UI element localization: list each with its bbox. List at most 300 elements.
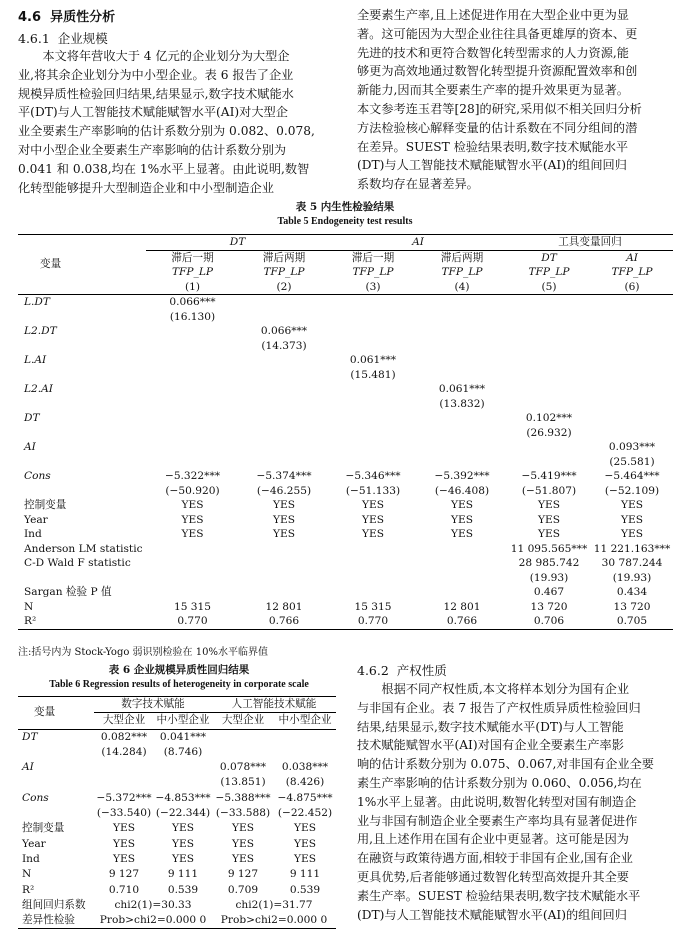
table5-tstat <box>417 426 507 441</box>
table5-cell: YES <box>362 528 384 540</box>
table5-row-label: 控制变量 <box>24 499 67 511</box>
table5-cell: YES <box>362 513 384 526</box>
table6-cell: Prob>chi2=0.000 0 <box>99 914 207 927</box>
table5-colnum: (5) <box>541 280 557 293</box>
table6-n-row <box>18 867 336 882</box>
text-line: 根据不同产权性质,本文将样本划分为国有企业 <box>381 682 630 696</box>
table5-subheader: 滞后两期 <box>262 251 306 264</box>
text-line: (DT)与人工智能技术赋能赋智水平(AI)的组间回归 <box>357 907 627 922</box>
table5-subheader: 滞后一期 <box>351 251 395 264</box>
table5-colnum: (3) <box>365 280 381 293</box>
table5-cell: YES <box>451 513 473 526</box>
table5-tstat: (−46.408) <box>434 484 490 497</box>
table5-cell: 0.093*** <box>608 441 656 453</box>
table5-empty <box>18 339 146 354</box>
table5-empty <box>146 542 239 557</box>
text-line: 方法检验核心解释变量的估计系数在不同分组间的潜 <box>357 120 638 135</box>
table6-control-row <box>18 852 336 867</box>
table5-empty <box>18 455 146 470</box>
table5-cell: YES <box>538 499 560 511</box>
table6-cell: 9 127 <box>108 868 140 881</box>
table6-row-label: N <box>22 868 32 881</box>
table5-row-tstat <box>18 484 673 499</box>
table5-tstat <box>146 397 239 412</box>
table5-cell <box>146 411 239 426</box>
table5-tstat <box>591 426 673 441</box>
text-line: 本文参考连玉君等[28]的研究,采用似不相关回归分析 <box>357 101 642 116</box>
table5-depvar: TFP_LP <box>441 266 483 278</box>
table5-subheader: 滞后两期 <box>440 251 484 264</box>
table5-empty <box>417 556 507 571</box>
table6-tstat <box>154 775 212 790</box>
text-line: 全要素生产率,且上述促进作用在大型企业中更为显 <box>357 8 629 22</box>
text-line: 业,将其余企业划分为中小型企业。表 6 报告了企业 <box>18 67 294 82</box>
table5-control-row <box>18 498 673 513</box>
table5-cell: 0.434 <box>616 586 648 598</box>
table6-cell: −4.853*** <box>155 791 211 804</box>
table5-cell: YES <box>181 513 204 526</box>
text-line: 本文将年营收大于 4 亿元的企业划分为大型企 <box>42 49 290 63</box>
table5-cell: 12 801 <box>265 600 303 613</box>
text-line: 1%水平上显著。由此说明,数智化转型对国有制造企 <box>357 794 637 809</box>
table5-n-row <box>18 600 673 615</box>
text-line: (DT)与人工智能技术赋能赋智水平(AI)的组间回归 <box>357 158 627 173</box>
table5-empty <box>146 585 239 600</box>
table5-row-tstat <box>18 397 673 412</box>
table5-tstat <box>591 397 673 412</box>
text-line: 先进的技术和更符合数智化转型需求的人力资源,能 <box>357 45 629 60</box>
table5-anderson-row <box>18 542 673 557</box>
table5-tstat <box>591 339 673 354</box>
table5-row <box>18 295 673 310</box>
table5-row-tstat <box>18 310 673 325</box>
table6-cell: YES <box>232 822 254 835</box>
table6-cell: 9 111 <box>289 868 321 881</box>
table6-tstat: (8.426) <box>285 776 325 789</box>
table5-cell: −5.374*** <box>256 470 312 482</box>
table5-cell <box>146 440 239 455</box>
table5-cell: YES <box>451 499 473 511</box>
table5-empty <box>18 426 146 441</box>
table6-subheader: 中小型企业 <box>278 714 332 727</box>
table5-cell: 0.770 <box>177 615 208 627</box>
table5-tstat: (−46.255) <box>256 484 312 497</box>
table5-subheader: 滞后一期 <box>171 251 214 264</box>
table6-cell: −5.372*** <box>96 791 152 804</box>
table5-cell <box>417 295 507 310</box>
table5-tstat: (16.130) <box>169 310 216 323</box>
table5-cdwald-critical-row <box>18 571 673 586</box>
table5-cell: YES <box>273 499 295 511</box>
table6-empty <box>18 745 94 760</box>
table5-cell <box>239 411 329 426</box>
table5-row-tstat <box>18 426 673 441</box>
table5-row-label: N <box>24 600 34 613</box>
subsection-heading-4-6-1 <box>18 29 108 47</box>
table5-tstat <box>146 368 239 383</box>
table5-tstat <box>239 368 329 383</box>
text-line: 业全要素生产率影响的估计系数分别为 0.082、0.078, <box>18 124 315 139</box>
table6-row-label: Ind <box>22 852 40 865</box>
table6-cell: 0.539 <box>167 883 199 896</box>
table6-tstat: (−33.540) <box>96 807 152 820</box>
text-line: 著。这可能因为大型企业往往具备更雄厚的资本、更 <box>357 26 638 41</box>
table6-cell: YES <box>294 837 316 850</box>
table5-cell: YES <box>362 499 384 511</box>
table5-cell: 0.705 <box>616 615 648 627</box>
table6-row-label: 差异性检验 <box>22 914 75 927</box>
table5-row-label: L2.DT <box>24 325 57 337</box>
table5-cell <box>329 440 417 455</box>
table5-control-row <box>18 527 673 542</box>
table6-cell: YES <box>172 852 194 865</box>
table5-cell <box>591 411 673 426</box>
table5-row <box>18 353 673 368</box>
table5-tstat <box>507 310 591 325</box>
table5-cell: 0.061*** <box>349 354 397 366</box>
text-line: 平(DT)与人工智能技术赋能赋智水平(AI)对大型企 <box>18 105 288 120</box>
table5-empty <box>329 556 417 571</box>
table5-row <box>18 411 673 426</box>
table5-cell: 15 315 <box>173 600 212 613</box>
table6-r2-row <box>18 883 336 898</box>
table5-cell: 12 801 <box>443 600 481 613</box>
text-line: 与非国有企业。表 7 报告了产权性质异质性检验回归 <box>357 700 641 715</box>
table5-tstat: (−50.920) <box>165 484 220 497</box>
table6-tstat: (−22.344) <box>155 807 211 820</box>
table5-tstat <box>507 455 591 470</box>
table6-cell: 0.041*** <box>159 730 207 743</box>
table5-row-label: R² <box>24 615 37 627</box>
table5-depvar: TFP_LP <box>171 266 213 278</box>
table5-cell: YES <box>621 513 643 526</box>
table5-tstat <box>591 368 673 383</box>
text-line: 系数均存在显著差异。 <box>357 177 479 192</box>
table5-caption-en: Table 5 Endogeneity test results <box>277 216 413 227</box>
table5-empty <box>417 542 507 557</box>
table5-empty <box>417 585 507 600</box>
table5-cell <box>591 295 673 310</box>
table5-subheader: DT <box>541 251 557 264</box>
table5-row <box>18 440 673 455</box>
table5-cell <box>507 440 591 455</box>
text-line: 在差异。SUEST 检验结果表明,数字技术赋能水平 <box>357 139 629 154</box>
table5-cell: YES <box>621 499 643 511</box>
table5-cell <box>417 440 507 455</box>
table5-cell: −5.392*** <box>434 470 490 482</box>
table5-cell <box>591 324 673 339</box>
table5-cell <box>239 440 329 455</box>
table5-cell <box>146 382 239 397</box>
text-line: 素生产率。SUEST 检验结果表明,数字技术赋能水平 <box>357 888 641 903</box>
table6-cell: YES <box>113 852 135 865</box>
table6-tstat: (8.746) <box>163 745 203 758</box>
table5-cell: 13 720 <box>530 600 568 613</box>
table5-cell: −5.419*** <box>521 470 577 482</box>
text-line: 响的估计系数分别为 0.075、0.067,对非国有企业全要 <box>357 757 654 772</box>
table5-row-label: AI <box>24 441 36 453</box>
table5-tstat <box>417 368 507 383</box>
table5-tstat <box>329 426 417 441</box>
text-line: 在融资与政策待遇方面,相较于非国有企业,国有企业 <box>357 851 633 866</box>
table5-row-label: Year <box>24 513 48 526</box>
table5-depvar: TFP_LP <box>352 266 394 278</box>
table6-row <box>18 791 336 806</box>
table5-subheader: AI <box>626 251 638 264</box>
table6-row-label: DT <box>22 730 38 743</box>
table5-cell <box>239 295 329 310</box>
table5-empty <box>239 571 329 586</box>
table5-tstat <box>417 310 507 325</box>
table6-tstat: (14.284) <box>101 745 147 758</box>
table5-caption-cn: 表 5 内生性检验结果 <box>295 201 395 213</box>
table5-group-dt: DT <box>146 235 329 251</box>
table5-cdwald-row <box>18 556 673 571</box>
table5-tstat <box>239 426 329 441</box>
table5-tstat: (14.373) <box>261 339 307 352</box>
table5-tstat: (26.932) <box>526 426 572 439</box>
table5-cell: 11 221.163*** <box>593 542 671 555</box>
table5-cell <box>329 324 417 339</box>
table6-cell <box>154 760 212 775</box>
table6-subheader: 大型企业 <box>102 714 146 727</box>
table5-tstat: (−52.109) <box>604 484 660 497</box>
table6-group-dt: 数字技术赋能 <box>94 697 212 713</box>
table5-empty <box>146 571 239 586</box>
table6-cell: 0.709 <box>227 883 259 896</box>
table5-empty <box>18 397 146 412</box>
table5-tstat <box>146 455 239 470</box>
table6-group-ai: 人工智能技术赋能 <box>212 697 336 713</box>
text-line: 新能力,因而其全要素生产率的提升效果更为显著。 <box>357 83 629 98</box>
table6-empty <box>18 775 94 790</box>
table5-depvar: TFP_LP <box>611 266 653 278</box>
table6-scale-heterogeneity <box>18 696 336 929</box>
table5-tstat <box>329 455 417 470</box>
table5-cell <box>146 324 239 339</box>
text-line: 用,且上述作用在国有企业中更显著。这可能是因为 <box>357 832 629 847</box>
table5-cell: −5.322*** <box>164 470 221 482</box>
table5-colnum: (6) <box>624 280 640 293</box>
table5-tstat <box>507 368 591 383</box>
table5-cell: 0.061*** <box>438 383 486 395</box>
table6-control-row <box>18 837 336 852</box>
table5-cell: YES <box>451 528 473 540</box>
section-heading-4-6 <box>18 6 115 25</box>
table5-row-tstat <box>18 368 673 383</box>
table6-cell <box>94 760 154 775</box>
table6-row-label: AI <box>22 761 34 774</box>
table6-cell: 0.078*** <box>219 761 267 774</box>
table5-cell: YES <box>273 528 295 540</box>
table5-empty <box>18 484 146 499</box>
table6-cell: YES <box>172 822 194 835</box>
table6-tstat <box>212 745 274 760</box>
table5-cell: YES <box>181 528 204 540</box>
table5-group-ai: AI <box>329 235 507 251</box>
table5-empty <box>329 571 417 586</box>
table5-tstat <box>239 397 329 412</box>
table5-cell <box>329 382 417 397</box>
table5-cell <box>507 324 591 339</box>
table5-empty <box>18 368 146 383</box>
table5-r2-row <box>18 614 673 629</box>
table5-cell: 0.766 <box>268 615 300 627</box>
table5-cell <box>239 353 329 368</box>
table6-var-header: 变量 <box>34 706 56 719</box>
table5-colnum: (4) <box>454 280 470 293</box>
table5-cell: YES <box>621 528 643 540</box>
text-line: 0.041 和 0.038,均在 1%水平上显著。由此说明,数智 <box>18 161 310 176</box>
table5-row-label: Cons <box>24 470 51 482</box>
table5-cell: YES <box>538 513 560 526</box>
table5-cell: YES <box>273 513 295 526</box>
table5-tstat <box>507 339 591 354</box>
subsection-title: 企业规模 <box>57 31 108 46</box>
table5-tstat: (−51.807) <box>521 484 577 497</box>
table5-sargan-row <box>18 585 673 600</box>
table5-row <box>18 469 673 484</box>
text-line: 素生产率影响的估计系数分别为 0.060、0.056,均在 <box>357 775 642 790</box>
table6-row-tstat <box>18 745 336 760</box>
text-line: 够更为高效地通过数智化转型提升资源配置效率和创 <box>357 64 638 79</box>
table5-empty <box>239 585 329 600</box>
table6-cell: −4.875*** <box>277 791 333 804</box>
table5-cell: 0.066*** <box>260 325 308 337</box>
table6-cell: YES <box>113 837 135 850</box>
table5-cell: 0.066*** <box>169 296 216 308</box>
table5-row-tstat <box>18 455 673 470</box>
table5-cell: −5.346*** <box>345 470 401 482</box>
table6-subheader: 大型企业 <box>221 714 265 727</box>
text-line: 技术赋能赋智水平(AI)对国有企业全要素生产率影 <box>357 738 624 753</box>
table5-cell <box>239 382 329 397</box>
table5-tstat <box>146 339 239 354</box>
table6-row-label: Cons <box>22 791 49 804</box>
table5-tstat <box>507 397 591 412</box>
table5-empty <box>329 542 417 557</box>
table5-cell: YES <box>538 528 560 540</box>
table5-cell <box>507 382 591 397</box>
table6-cell: YES <box>172 837 194 850</box>
table6-caption-en: Table 6 Regression results of heterogeneity in corporate scale <box>49 679 309 690</box>
table6-tstat <box>94 775 154 790</box>
table5-row-label: Anderson LM statistic <box>24 542 143 555</box>
table6-tstat: (13.851) <box>220 776 266 789</box>
table6-cell: chi2(1)=31.77 <box>235 898 313 911</box>
table6-cell <box>274 729 336 745</box>
table5-cell: 0.770 <box>357 615 389 627</box>
table6-row <box>18 760 336 775</box>
table5-row-label: Ind <box>24 528 42 540</box>
section-number: 4.6 <box>18 10 42 25</box>
table5-cell: 0.706 <box>533 615 565 627</box>
table5-endogeneity <box>18 234 673 630</box>
table5-note: 注:括号内为 Stock-Yogo 弱识别检验在 10%水平临界值 <box>18 647 268 658</box>
table5-cell: 28 985.742 <box>518 557 580 569</box>
table5-row-label: Sargan 检验 P 值 <box>24 586 112 598</box>
paragraph-ownership <box>357 680 675 924</box>
table6-row-label: 控制变量 <box>22 822 65 835</box>
table6-coef-row <box>18 898 336 913</box>
subsection-title: 产权性质 <box>396 663 447 678</box>
table5-cell: 30 787.244 <box>601 557 663 569</box>
table5-empty <box>239 542 329 557</box>
table6-cell: Prob>chi2=0.000 0 <box>220 914 328 927</box>
table5-cell: 15 315 <box>354 600 392 613</box>
table6-subheader: 中小型企业 <box>156 714 210 727</box>
table5-cell <box>146 353 239 368</box>
table5-cell: −5.464*** <box>604 470 660 482</box>
table6-cell: 0.038*** <box>281 761 329 774</box>
table5-cell <box>507 353 591 368</box>
table5-tstat: (−51.133) <box>345 484 401 497</box>
table5-empty <box>329 585 417 600</box>
table5-empty <box>146 556 239 571</box>
table5-tstat <box>591 310 673 325</box>
subsection-number: 4.6.2 <box>357 663 389 678</box>
table5-group-iv: 工具变量回归 <box>507 235 673 251</box>
section-title: 异质性分析 <box>50 10 116 25</box>
table5-cell: (19.93) <box>529 571 569 584</box>
table5-tstat <box>329 339 417 354</box>
table5-tstat <box>417 455 507 470</box>
table5-control-row <box>18 513 673 528</box>
table5-cell <box>417 324 507 339</box>
paragraph-enterprise-scale <box>18 47 340 197</box>
table5-row-label: L.DT <box>24 296 50 308</box>
table5-depvar: TFP_LP <box>263 266 305 278</box>
table5-tstat: (13.832) <box>439 397 485 410</box>
table5-colnum: (1) <box>184 280 200 293</box>
text-line: 业与非国有制造企业全要素生产率均具有显著促进作 <box>357 813 638 828</box>
table6-caption-cn: 表 6 企业规模异质性回归结果 <box>108 664 250 676</box>
table6-cell: YES <box>232 852 254 865</box>
table5-cell <box>417 411 507 426</box>
table5-row-tstat <box>18 339 673 354</box>
table5-cell <box>329 295 417 310</box>
table6-cell: chi2(1)=30.33 <box>114 898 192 911</box>
table5-row-label: DT <box>24 412 40 424</box>
table5-row <box>18 324 673 339</box>
table6-cell <box>212 729 274 745</box>
table5-cell <box>591 353 673 368</box>
table5-cell: 0.467 <box>533 586 565 598</box>
table6-cell: 9 127 <box>227 868 259 881</box>
table6-cell: 0.082*** <box>100 730 148 743</box>
table6-cell: YES <box>294 852 316 865</box>
table6-diff-row <box>18 913 336 929</box>
table6-row-tstat <box>18 806 336 821</box>
table6-row-label: R² <box>22 883 35 896</box>
table5-cell <box>329 411 417 426</box>
subsection-number: 4.6.1 <box>18 31 50 46</box>
table6-tstat: (−22.452) <box>277 807 333 820</box>
table6-tstat: (−33.588) <box>215 807 271 820</box>
table5-tstat: (25.581) <box>609 455 655 468</box>
table5-cell <box>591 382 673 397</box>
table5-colnum: (2) <box>276 280 292 293</box>
text-line: 结果,结果显示,数字技术赋能水平(DT)与人工智能 <box>357 719 624 734</box>
subsection-heading-4-6-2 <box>357 661 447 679</box>
table6-cell: −5.388*** <box>215 791 271 804</box>
table5-cell: 0.102*** <box>525 412 573 424</box>
table5-row <box>18 382 673 397</box>
text-line: 对中小型企业全要素生产率影响的估计系数分别为 <box>18 142 287 157</box>
paragraph-right-continued <box>357 6 675 194</box>
table5-tstat <box>146 426 239 441</box>
table5-tstat <box>239 310 329 325</box>
